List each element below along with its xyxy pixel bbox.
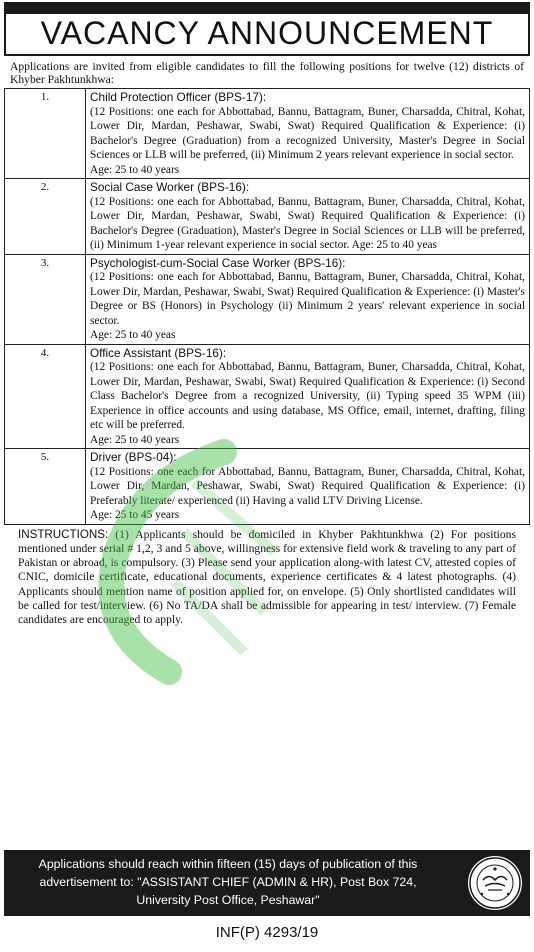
position-title: Driver (BPS-04): <box>90 450 177 464</box>
position-row <box>5 344 530 449</box>
position-details <box>86 89 530 179</box>
advertisement-page <box>4 2 530 948</box>
position-body: (12 Positions: one each for Abbottabad, Bannu, Battagram, Buner, Charsadda, Chitral, Kohat, Lower Dir, Mardan, Peshawar, Swabi, Swat) Required Qualification & Experience: (i) Bachelor's Degree (Graduation) from a recognized University, Master's Degree in Social Sciences or LLB will be preferred, (ii) Minimum 2 years relevant experience in social sector. <box>90 105 525 161</box>
position-body: (12 Positions: one each for Abbottabad, Bannu, Battagram, Buner, Charsadda, Chitral, Kohat, Lower Dir, Mardan, Peshawar, Swabi, Swat) Required Qualification & Experience: (i) Master's Degree or BS (Honors) in Psychology (ii) Minimum 2 years' relevant experience in social sector. <box>90 271 525 327</box>
position-body: (12 Positions: one each for Abbottabad, Bannu, Battagram, Buner, Charsadda, Chitral, Kohat, Lower Dir, Mardan, Peshawar, Swabi, Swat) Required Qualification & Experience: (i) Second Class Bachelor's Degree from a recognized University, (ii) Typing speed 35 WPM (iii) Experience in office accounts and using database, MS Office, email, internet, drafting, filing etc will be preferred. <box>90 361 525 431</box>
position-row <box>5 254 530 344</box>
position-title: Psychologist-cum-Social Case Worker (BPS-16): <box>90 255 346 270</box>
intro-paragraph: Applications are invited from eligible candidates to fill the following positions for twelve (12) districts of Khyber Pakhtunkhwa: <box>10 60 524 86</box>
position-details <box>86 179 530 255</box>
position-details <box>86 344 530 449</box>
footer-line: Applications should reach within fifteen (15) days of publication of this <box>38 857 418 871</box>
position-row <box>5 89 530 179</box>
position-title: Social Case Worker (BPS-16): <box>90 180 250 194</box>
footer-line: University Post Office, Peshawar" <box>136 893 320 907</box>
position-serial: 3. <box>5 254 86 344</box>
position-serial: 4. <box>5 344 86 449</box>
position-age: Age: 25 to 40 years <box>90 163 180 176</box>
position-title: Child Protection Officer (BPS-17): <box>90 90 267 104</box>
page-title: VACANCY ANNOUNCEMENT <box>4 12 530 56</box>
position-age: Age: 25 to 40 yeas <box>90 329 176 341</box>
position-details <box>86 254 530 344</box>
instructions-text: (1) Applicants should be domiciled in Khyber Pakhtunkhwa (2) For positions mentioned under serial # 1,2, 3 and 5 above, willingness for extensive field work & traveling to any part of Pakistan or abroad, is compulsory. (3) Please send your application along-with latest CV, attested copies of CNIC, domicile certificate, educational documents, experience certificates & 4 latest photographs. (4) Applicants should mention name of position applied for, on envelope. (5) Only shortlisted candidates will be called for test/interview. (6) No TA/DA shall be admissible for appearing in test/ interview. (7) Female candidates are encouraged to apply. <box>18 527 516 627</box>
submission-footer <box>4 850 530 916</box>
position-body: (12 Positions: one each for Abbottabad, Bannu, Battagram, Buner, Charsadda, Chitral, Kohat, Lower Dir, Mardan, Peshawar, Swabi, Swat) Required Qualification & Experience: (i) Bachelor's Degree (Graduation), Master's Degree in Social Sciences or LLB will be preferred, (ii) Minimum 1-year relevant experience in social sector. Age: 25 to 40 yeas <box>90 195 525 251</box>
position-row <box>5 449 530 525</box>
position-body: (12 Positions: one each for Abbottabad, Bannu, Battagram, Buner, Charsadda, Chitral, Kohat, Lower Dir, Mardan, Peshawar, Swabi, Swat) Required Qualification & Experience: (i) Preferably literate/ experienced (ii) Having a valid LTV Driving License. <box>90 465 525 507</box>
position-details <box>86 449 530 525</box>
reference-number: INF(P) 4293/19 <box>4 920 530 946</box>
position-title: Office Assistant (BPS-16): <box>90 345 227 360</box>
footer-line: advertisement to: "ASSISTANT CHIEF (ADMIN & HR), Post Box 724, <box>39 875 417 889</box>
position-row <box>5 179 530 255</box>
positions-table <box>4 88 530 525</box>
position-age: Age: 25 to 40 years <box>90 433 180 446</box>
footer-text <box>4 850 452 909</box>
position-serial: 5. <box>5 449 86 525</box>
instructions-heading: INSTRUCTIONS: <box>18 527 109 541</box>
position-serial: 1. <box>5 89 86 179</box>
position-serial: 2. <box>5 179 86 255</box>
government-seal-icon <box>468 856 522 910</box>
position-age: Age: 25 to 45 years <box>90 509 180 521</box>
instructions-paragraph <box>4 525 530 628</box>
top-dark-band <box>4 2 530 12</box>
